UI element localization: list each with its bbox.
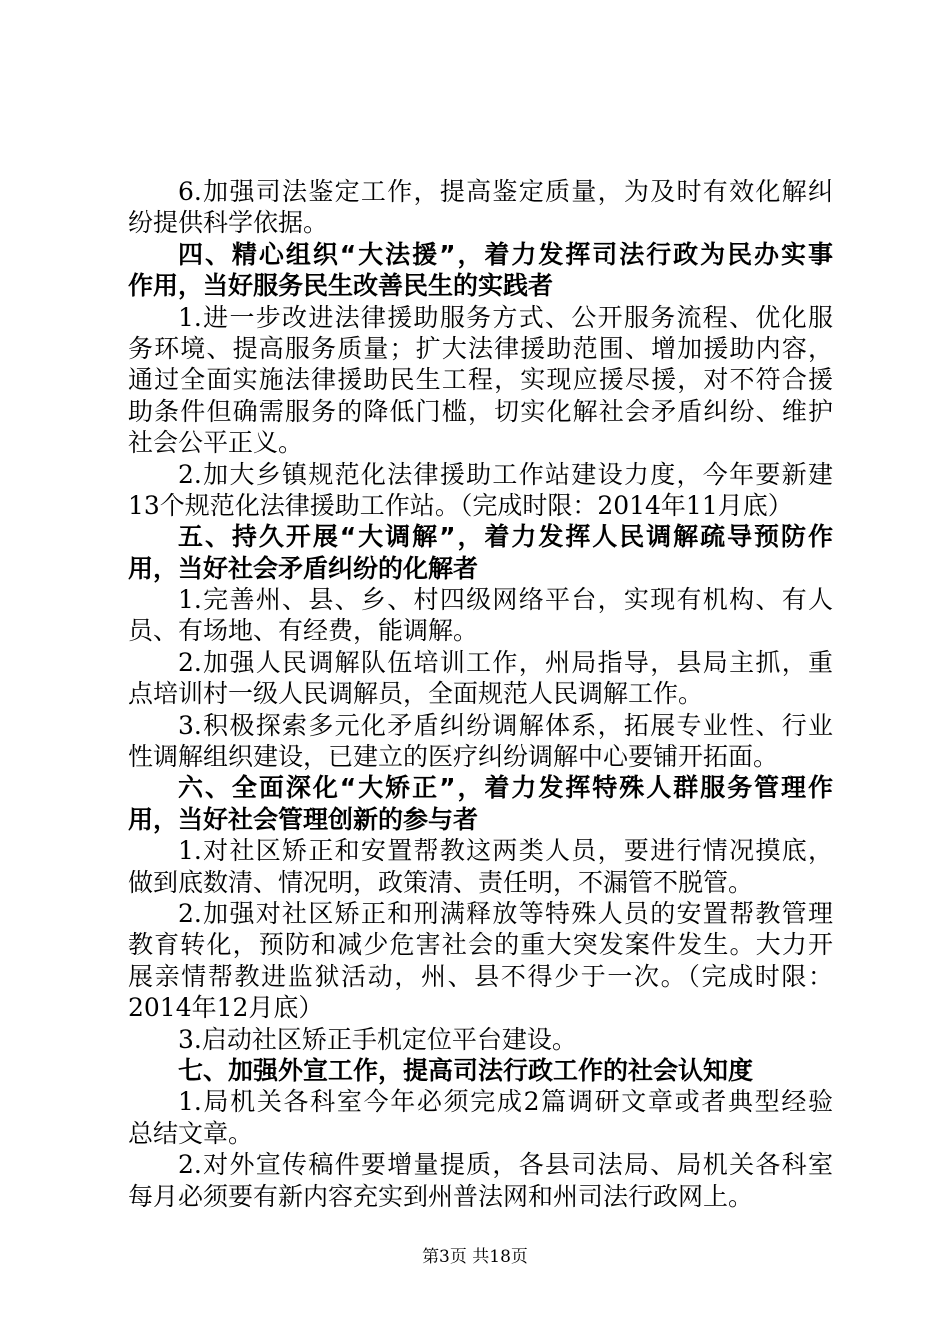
- text-line: 2014年12月底）: [128, 993, 324, 1023]
- text-line: 六、全面深化“大矫正”，着力发挥特殊人群服务管理作: [178, 773, 833, 803]
- paragraph: [128, 898, 833, 1024]
- text-line: 3.启动社区矫正手机定位平台建设。: [178, 1024, 577, 1054]
- paragraph: [128, 835, 833, 898]
- text-line: 七、加强外宣工作，提高司法行政工作的社会认知度: [178, 1055, 754, 1085]
- text-line: 员、有场地、有经费，能调解。: [128, 616, 479, 646]
- text-line: 五、持久开展“大调解”，着力发挥人民调解疏导预防作: [178, 522, 833, 552]
- paragraph: [128, 302, 833, 459]
- text-line: 做到底数清、情况明，政策清、责任明，不漏管不脱管。: [128, 867, 754, 897]
- text-line: 通过全面实施法律援助民生工程，实现应援尽援，对不符合援: [128, 365, 833, 395]
- text-line: 助条件但确需服务的降低门槛，切实化解社会矛盾纠纷、维护: [128, 396, 833, 426]
- text-line: 用，当好社会管理创新的参与者: [128, 804, 479, 834]
- text-line: 6.加强司法鉴定工作，提高鉴定质量，为及时有效化解纠: [178, 177, 833, 206]
- paragraph: [128, 1086, 833, 1149]
- paragraph: [128, 1024, 833, 1055]
- text-line: 3.积极探索多元化矛盾纠纷调解体系，拓展专业性、行业: [178, 710, 833, 740]
- text-line: 总结文章。: [128, 1118, 254, 1148]
- text-line: 1.对社区矫正和安置帮教这两类人员，要进行情况摸底，: [178, 836, 833, 866]
- section-heading: [128, 239, 833, 302]
- text-line: 2.加强人民调解队伍培训工作，州局指导，县局主抓，重: [178, 647, 833, 677]
- text-line: 务环境、提高服务质量；扩大法律援助范围、增加援助内容，: [128, 333, 833, 363]
- text-line: 四、精心组织“大法援”，着力发挥司法行政为民办实事: [178, 239, 833, 269]
- text-line: 用，当好社会矛盾纠纷的化解者: [128, 553, 479, 583]
- paragraph: [128, 647, 833, 710]
- paragraph: [128, 176, 833, 239]
- text-line: 13个规范化法律援助工作站。（完成时限：2014年11月底）: [128, 490, 793, 520]
- section-heading: [128, 1055, 833, 1086]
- paragraph: [128, 1149, 833, 1212]
- page-footer: 第3页 共18页: [422, 1247, 528, 1267]
- text-line: 教育转化，预防和减少危害社会的重大突发案件发生。大力开: [128, 930, 833, 960]
- text-line: 1.局机关各科室今年必须完成2篇调研文章或者典型经验: [178, 1087, 833, 1117]
- text-line: 每月必须要有新内容充实到州普法网和州司法行政网上。: [128, 1181, 754, 1211]
- text-line: 作用，当好服务民生改善民生的实践者: [128, 271, 554, 301]
- text-line: 1.完善州、县、乡、村四级网络平台，实现有机构、有人: [178, 585, 833, 615]
- document-body: [128, 176, 833, 1212]
- text-line: 点培训村一级人民调解员，全面规范人民调解工作。: [128, 679, 704, 709]
- text-line: 2.加大乡镇规范化法律援助工作站建设力度，今年要新建: [178, 459, 833, 489]
- text-line: 2.对外宣传稿件要增量提质，各县司法局、局机关各科室: [178, 1150, 833, 1180]
- section-heading: [128, 521, 833, 584]
- paragraph: [128, 584, 833, 647]
- text-line: 纷提供科学依据。: [128, 208, 329, 238]
- section-heading: [128, 772, 833, 835]
- text-line: 展亲情帮教进监狱活动，州、县不得少于一次。（完成时限：: [128, 961, 833, 991]
- text-line: 1.进一步改进法律援助服务方式、公开服务流程、优化服: [178, 302, 833, 332]
- paragraph: [128, 459, 833, 522]
- paragraph: [128, 710, 833, 773]
- text-line: 2.加强对社区矫正和刑满释放等特殊人员的安置帮教管理: [178, 898, 833, 928]
- text-line: 性调解组织建设，已建立的医疗纠纷调解中心要铺开拓面。: [128, 742, 779, 772]
- text-line: 社会公平正义。: [128, 428, 304, 458]
